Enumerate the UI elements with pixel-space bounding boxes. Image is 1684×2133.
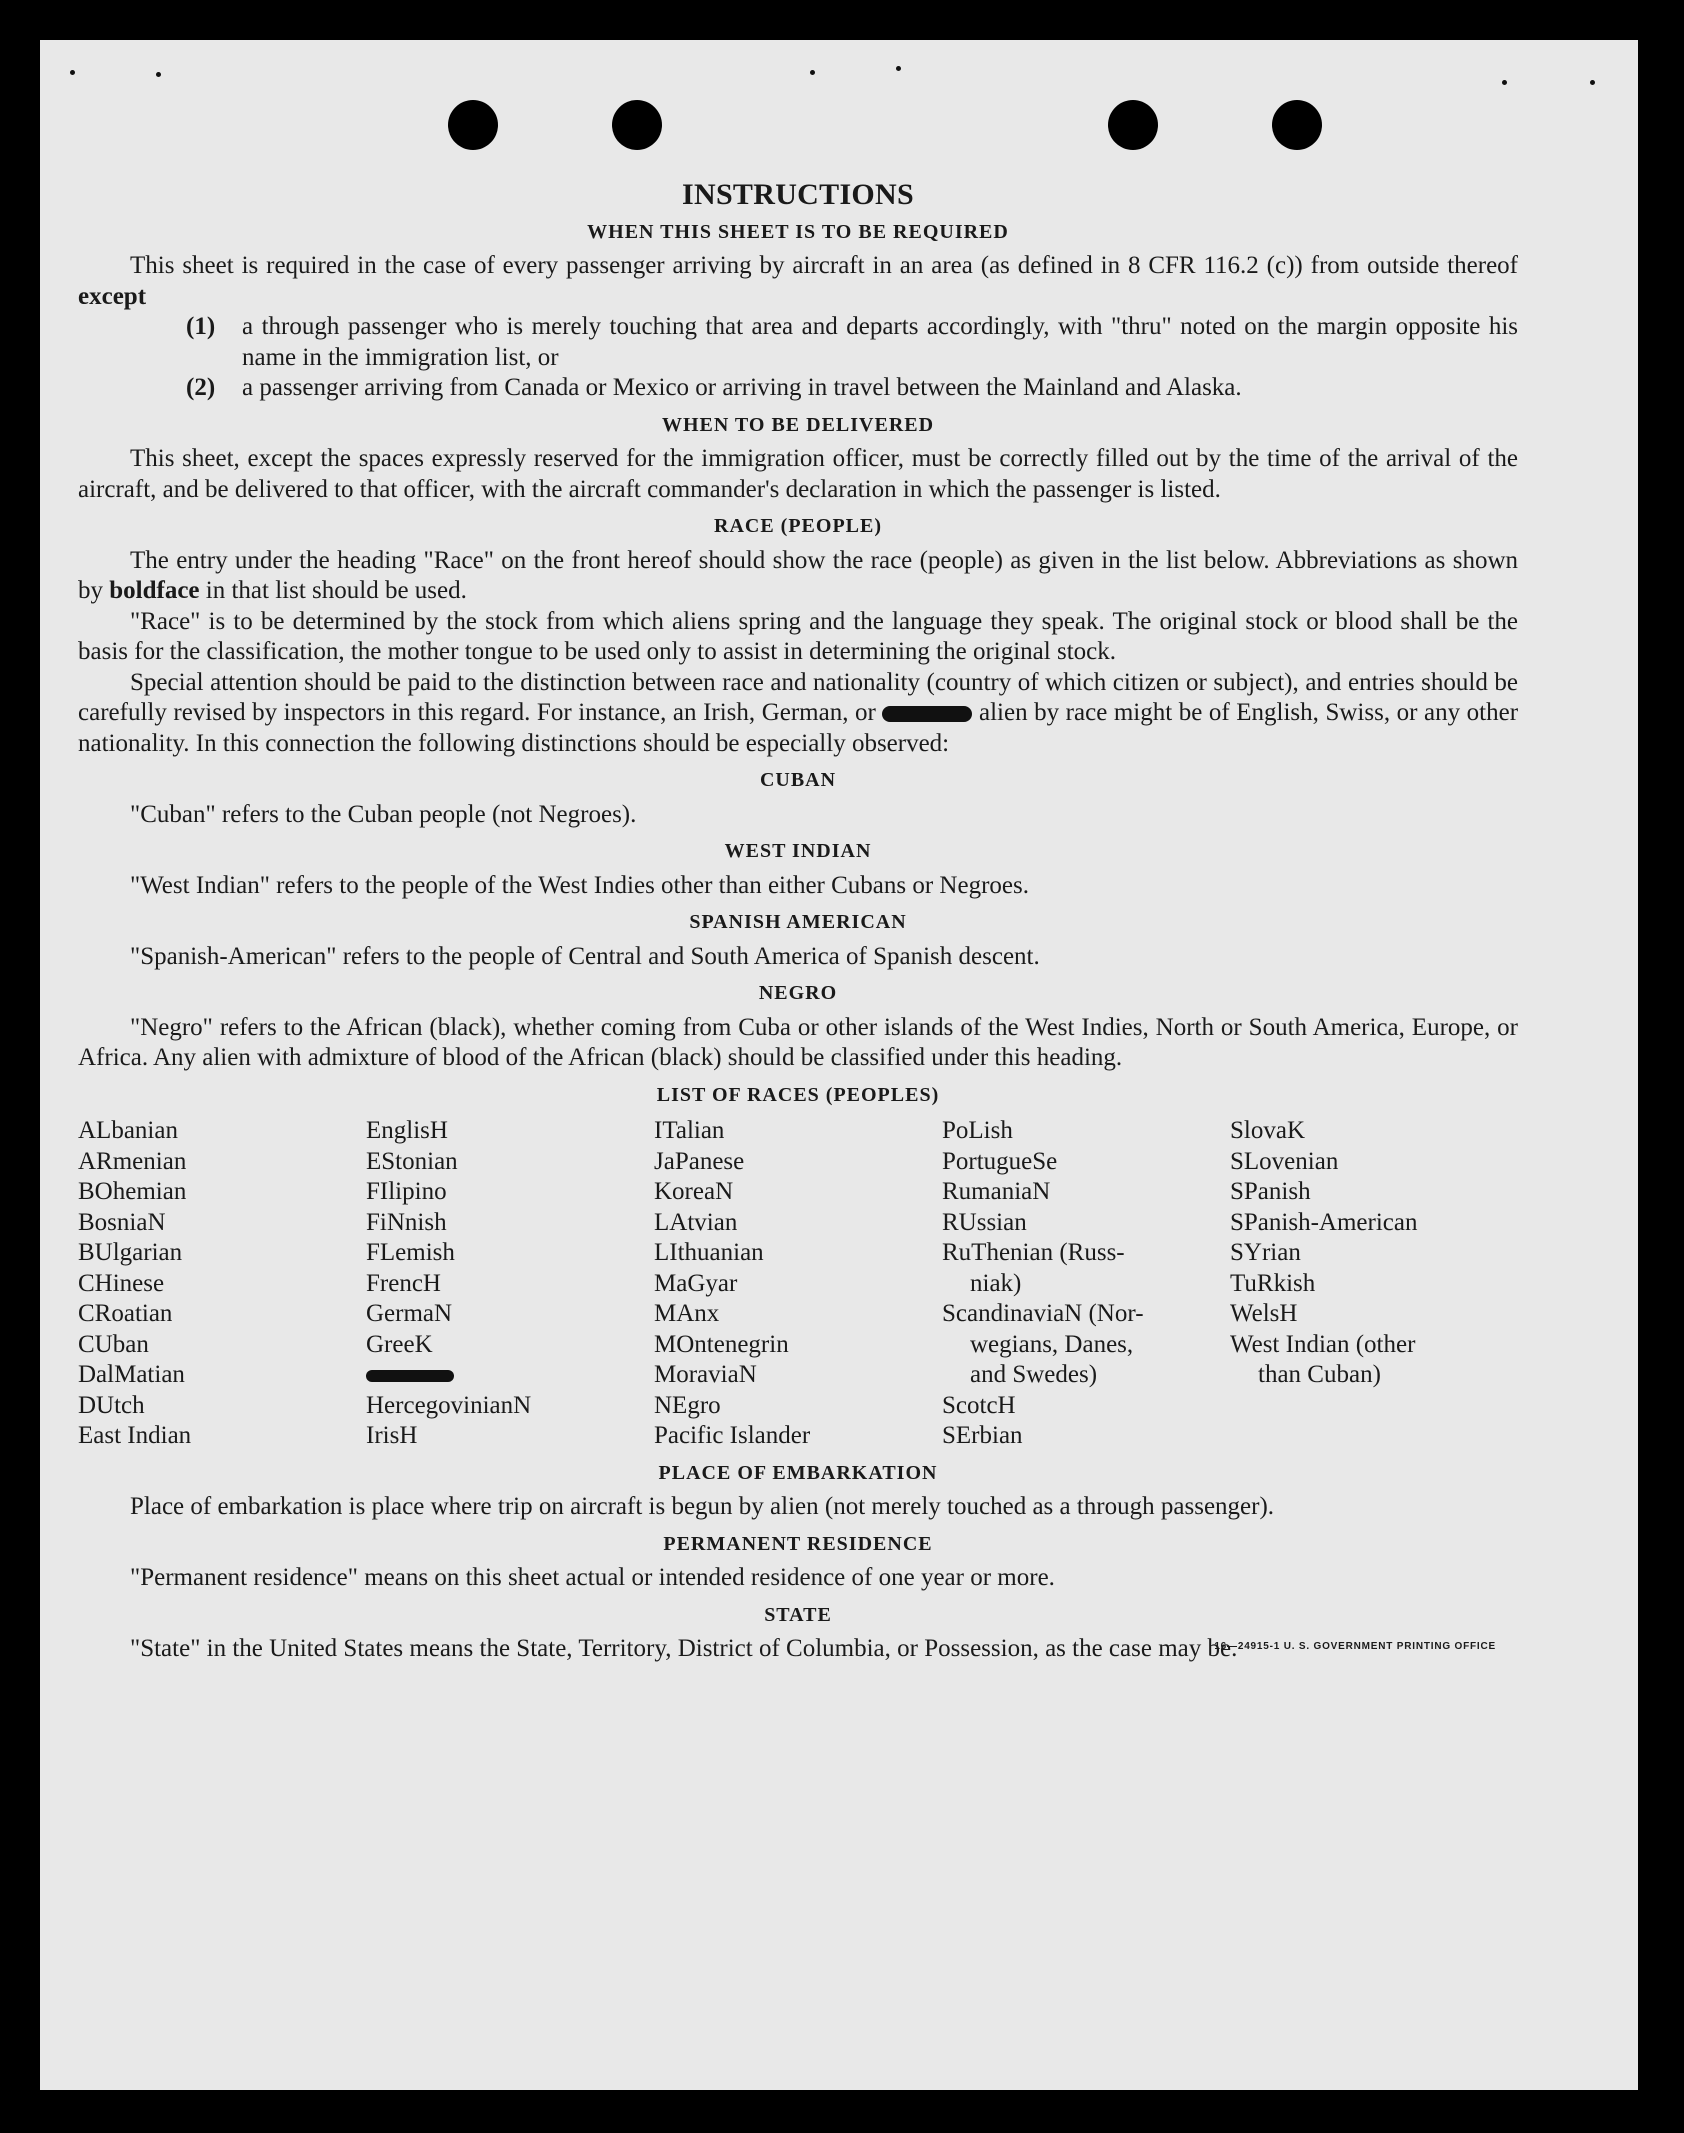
race-entry: HercegovinianN: [366, 1391, 532, 1419]
races-list: [78, 1116, 1518, 1452]
race-entry: SErbian: [942, 1422, 1023, 1449]
heading-cuban: CUBAN: [759, 769, 837, 791]
race-entry: IrisH: [366, 1422, 418, 1449]
heading-place-of-embarkation: PLACE OF EMBARKATION: [658, 1461, 938, 1484]
race-entry: SPanish: [1230, 1178, 1311, 1205]
race-entry: GermaN: [366, 1300, 453, 1327]
heading-negro: NEGRO: [758, 982, 838, 1004]
punch-hole: [612, 100, 662, 150]
paragraph-embarkation: Place of embarkation is place where trip on aircraft is begun by alien (not merely touched as a through passenger).: [130, 1493, 1275, 1520]
race-entry: FrencH: [366, 1269, 441, 1297]
race-entry: PortugueSe: [942, 1147, 1058, 1175]
heading-permanent-residence: PERMANENT RESIDENCE: [663, 1532, 933, 1555]
race-entry: SYrian: [1230, 1239, 1301, 1266]
race-entry: niak): [970, 1269, 1022, 1297]
race-entry: than Cuban): [1258, 1361, 1381, 1388]
race-entry: ALbanian: [78, 1117, 178, 1144]
race-entry: ScandinaviaN (Nor-: [942, 1300, 1144, 1327]
heading-list-of-races: LIST OF RACES (PEOPLES): [656, 1083, 940, 1106]
races-column-2: [366, 1116, 654, 1452]
race-entry: DalMatian: [78, 1361, 185, 1388]
race-entry: MOntenegrin: [654, 1330, 789, 1358]
race-entry: MAnx: [654, 1300, 720, 1327]
race-entry: BUlgarian: [78, 1239, 183, 1266]
race-entry: RUssian: [942, 1208, 1027, 1236]
redaction-mark: [882, 706, 972, 722]
paragraph-negro: "Negro" refers to the African (black), whether coming from Cuba or other islands of the West Indies, North or South America, Europe, or Africa. Any alien with admixture of blood of the African (black) should be classified under this heading.: [78, 1013, 1518, 1071]
speck: [156, 72, 161, 77]
race-entry: PoLish: [942, 1117, 1013, 1144]
race-entry: ARmenian: [78, 1147, 187, 1175]
race-entry: DUtch: [78, 1391, 145, 1419]
race-entry: LAtvian: [654, 1208, 738, 1236]
race-entry: FiNnish: [366, 1208, 447, 1236]
race-entry: Pacific Islander: [654, 1422, 811, 1449]
race-entry: EStonian: [366, 1147, 458, 1175]
race-entry: WelsH: [1230, 1300, 1298, 1327]
speck: [1502, 80, 1507, 85]
race-entry: ScotcH: [942, 1391, 1016, 1419]
race-entry: MoraviaN: [654, 1361, 757, 1388]
race-entry: SPanish-American: [1230, 1208, 1418, 1236]
race-entry: GreeK: [366, 1330, 433, 1358]
race-entry: and Swedes): [970, 1361, 1098, 1388]
paragraph-race-1: The entry under the heading "Race" on the front hereof should show the race (people) as given in the list below. Abbreviations as shown by boldface in that list should be used.: [78, 546, 1518, 604]
redaction-mark: [366, 1370, 454, 1382]
races-column-5: [1230, 1116, 1530, 1452]
heading-spanish-american: SPANISH AMERICAN: [689, 911, 907, 933]
race-entry: CUban: [78, 1330, 149, 1358]
paragraph-west-indian: "West Indian" refers to the people of the West Indies other than either Cubans or Negroes.: [130, 871, 1029, 899]
paragraph-residence: "Permanent residence" means on this sheet actual or intended residence of one year or more.: [130, 1564, 1055, 1591]
races-column-3: [654, 1116, 942, 1452]
speck: [1590, 80, 1595, 85]
speck: [810, 70, 815, 75]
race-entry: KoreaN: [654, 1178, 734, 1205]
race-entry-redacted: [366, 1360, 654, 1391]
document-page: [40, 40, 1638, 2090]
exception-item-1: (1) a through passenger who is merely touching that area and departs accordingly, with "thru" noted on the margin opposite his name in the immigration list, or: [186, 313, 1518, 371]
speck: [70, 70, 75, 75]
race-entry: FIlipino: [366, 1178, 447, 1205]
heading-west-indian: WEST INDIAN: [724, 840, 872, 862]
punch-hole: [448, 100, 498, 150]
paragraph-state: "State" in the United States means the State, Territory, District of Columbia, or Possession, as the case may be.: [130, 1635, 1238, 1662]
heading-when-delivered: WHEN TO BE DELIVERED: [661, 413, 935, 436]
race-entry: wegians, Danes,: [970, 1330, 1134, 1358]
race-entry: JaPanese: [654, 1147, 745, 1175]
race-entry: CRoatian: [78, 1300, 173, 1327]
paragraph-required: This sheet is required in the case of every passenger arriving by aircraft in an area (as defined in 8 CFR 116.2 (c)) from outside thereof except: [78, 252, 1518, 310]
punch-hole: [1272, 100, 1322, 150]
printer-mark: 16—24915-1 U. S. GOVERNMENT PRINTING OFFICE: [1214, 1641, 1496, 1652]
races-column-4: [942, 1116, 1230, 1452]
race-entry: NEgro: [654, 1391, 721, 1419]
race-entry: LIthuanian: [654, 1239, 764, 1266]
paragraph-cuban: "Cuban" refers to the Cuban people (not Negroes).: [130, 800, 637, 828]
race-entry: CHinese: [78, 1269, 165, 1297]
paragraph-race-3: Special attention should be paid to the distinction between race and nationality (country of which citizen or subject), and entries should be carefully revised by inspectors in this regard. For instance, an Irish, German, or alien by race might be of English, Swiss, or any other nationality. In this connection the following distinctions should be especially observed:: [78, 668, 1519, 757]
paragraph-spanish-american: "Spanish-American" refers to the people of Central and South America of Spanish descent.: [130, 942, 1040, 970]
heading-race: RACE (PEOPLE): [714, 515, 882, 537]
race-entry: RumaniaN: [942, 1178, 1051, 1205]
race-entry: MaGyar: [654, 1269, 738, 1297]
instructions-body: [78, 180, 1518, 1665]
paragraph-race-2: "Race" is to be determined by the stock from which aliens spring and the language they speak. The original stock or blood shall be the basis for the classification, the mother tongue to be used only to assist in determining the original stock.: [78, 607, 1518, 665]
race-entry: EnglisH: [366, 1117, 448, 1144]
race-entry: SlovaK: [1230, 1117, 1305, 1144]
speck: [896, 66, 901, 71]
race-entry: BOhemian: [78, 1178, 187, 1205]
exception-item-2: (2) a passenger arriving from Canada or Mexico or arriving in travel between the Mainland and Alaska.: [186, 374, 1242, 401]
race-entry: FLemish: [366, 1239, 455, 1266]
state-footer-row: [78, 1634, 1518, 1665]
race-entry: West Indian (other: [1230, 1330, 1416, 1358]
race-entry: BosniaN: [78, 1208, 166, 1236]
heading-when-required: WHEN THIS SHEET IS TO BE REQUIRED: [587, 220, 1009, 243]
heading-state: STATE: [764, 1603, 832, 1626]
races-column-1: [78, 1116, 366, 1452]
page-title: INSTRUCTIONS: [682, 178, 914, 211]
race-entry: TuRkish: [1230, 1269, 1316, 1297]
race-entry: ITalian: [654, 1117, 725, 1144]
punch-hole: [1108, 100, 1158, 150]
race-entry: RuThenian (Russ-: [942, 1239, 1125, 1266]
race-entry: East Indian: [78, 1422, 192, 1449]
paragraph-delivered: This sheet, except the spaces expressly reserved for the immigration officer, must be correctly filled out by the time of the arrival of the aircraft, and be delivered to that officer, with the aircraft commander's declaration in which the passenger is listed.: [78, 445, 1518, 503]
race-entry: SLovenian: [1230, 1147, 1339, 1175]
